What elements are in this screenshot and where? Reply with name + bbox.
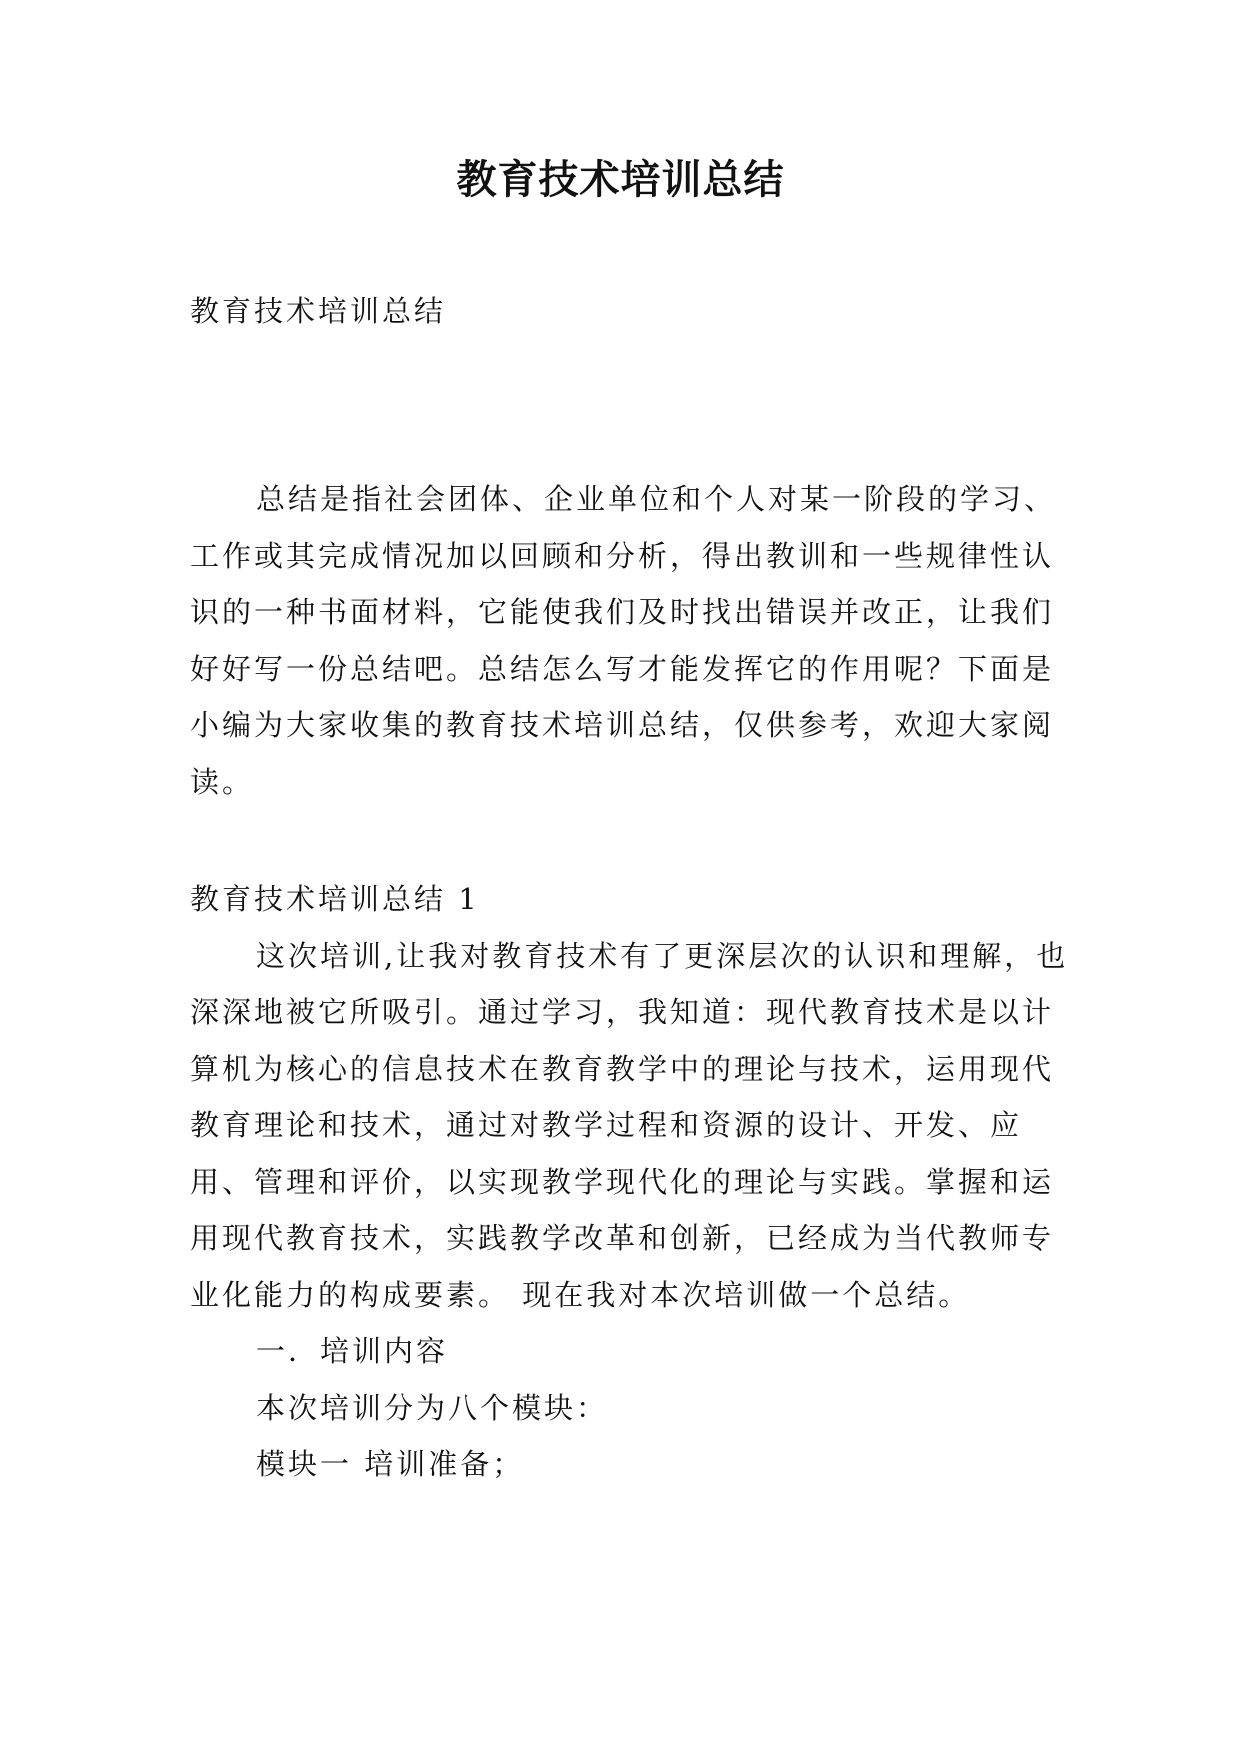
- document-title: 教育技术培训总结: [456, 156, 785, 203]
- intro-paragraph: 总结是指社会团体、企业单位和个人对某一阶段的学习、工作或其完成情况加以回顾和分析，得出教训和一些规律性认识的一种书面材料，它能使我们及时找出错误并改正，让我们好好写一份总结吧。总结怎么写才能发挥它的作用呢？下面是小编为大家收集的教育技术培训总结，仅供参考，欢迎大家阅读。: [190, 482, 1057, 799]
- module-1-item: 模块一 培训准备；: [256, 1447, 525, 1481]
- section-1-heading: 教育技术培训总结 1: [190, 882, 480, 916]
- content-heading: 一．培训内容: [256, 1334, 449, 1368]
- section-1: [190, 871, 1070, 1493]
- intro-section: [190, 471, 1070, 810]
- document-subtitle: 教育技术培训总结: [190, 294, 447, 328]
- module-intro: 本次培训分为八个模块：: [256, 1390, 609, 1425]
- section-1-paragraph: 这次培训,让我对教育技术有了更深层次的认识和理解，也深深地被它所吸引。通过学习，我知道：现代教育技术是以计算机为核心的信息技术在教育教学中的理论与技术，运用现代教育理论和技术，通过对教学过程和资源的设计、开发、应用、管理和评价，以实现教学现代化的理论与实践。掌握和运用现代教育技术，实践教学改革和创新，已经成为当代教师专业化能力的构成要素。 现在我对本次培训做一个总结。: [190, 938, 1069, 1312]
